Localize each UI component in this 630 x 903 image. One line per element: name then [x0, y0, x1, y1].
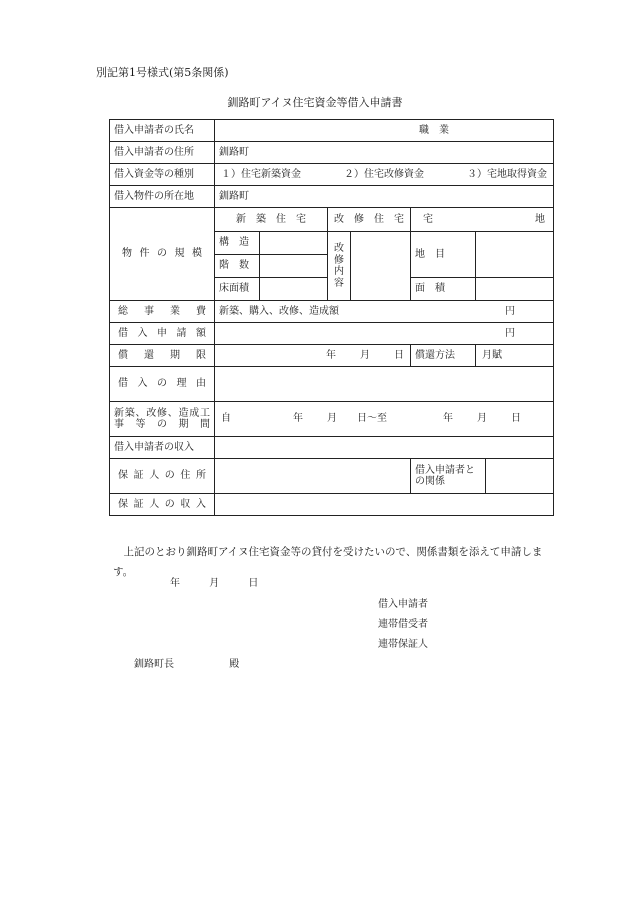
- guarantor-income-value[interactable]: [215, 494, 554, 516]
- applicant-income-label: 借入申請者の収入: [110, 437, 215, 459]
- loan-reason-label: 借入の理由: [110, 367, 215, 402]
- repayment-deadline-label: 償還期限: [110, 345, 215, 367]
- loan-type-option-land-acquisition[interactable]: ３）宅地取得資金: [467, 168, 547, 180]
- form-title: 釧路町アイヌ住宅資金等借入申請書: [227, 96, 403, 109]
- repayment-day-unit: 日: [394, 349, 404, 361]
- repayment-month-unit: 月: [360, 349, 370, 361]
- renovation-content-value[interactable]: [351, 232, 411, 301]
- table-row-total-cost: [110, 301, 554, 323]
- table-row-income: [110, 437, 554, 459]
- application-table: [109, 119, 554, 516]
- land-area-label: 面 積: [411, 278, 476, 301]
- applicant-address-label: 借入申請者の住所: [110, 142, 215, 164]
- property-location-label: 借入物件の所在地: [110, 186, 215, 208]
- total-cost-description: 新築、購入、改修、造成額: [219, 305, 339, 317]
- floors-value[interactable]: [260, 255, 328, 278]
- table-row-reason: [110, 367, 554, 402]
- declaration-text: 上記のとおり釧路町アイヌ住宅資金等の貸付を受けたいので、関係書類を添えて申請します。: [113, 546, 543, 578]
- land-header-char-1: 宅: [423, 213, 433, 225]
- signature-joint-guarantor: 連帯保証人: [378, 639, 428, 650]
- period-from-month: 月: [327, 413, 337, 425]
- repayment-year-unit: 年: [326, 349, 336, 361]
- table-row-name: [110, 120, 554, 142]
- land-header-char-2: 地: [535, 213, 545, 225]
- date-month: 月: [209, 578, 220, 589]
- loan-type-label: 借入資金等の種別: [110, 164, 215, 186]
- addressee-name: 釧路町長: [134, 659, 174, 670]
- table-row-repayment: [110, 345, 554, 367]
- form-header: 別記第1号様式(第5条関係): [96, 66, 229, 79]
- relation-value[interactable]: [486, 459, 554, 494]
- addressee-honorific: 殿: [229, 659, 240, 670]
- loan-amount-label: 借入申請額: [110, 323, 215, 345]
- loan-reason-value[interactable]: [215, 367, 554, 402]
- structure-value[interactable]: [260, 232, 328, 255]
- renovation-header: 改 修 住 宅: [328, 208, 411, 232]
- table-row-address: [110, 142, 554, 164]
- land-category-value[interactable]: [476, 232, 554, 278]
- land-area-value[interactable]: [476, 278, 554, 301]
- structure-label: 構 造: [215, 232, 260, 255]
- total-cost-label: 総事業費: [110, 301, 215, 323]
- table-row-guarantor-address: [110, 459, 554, 494]
- table-row-period: [110, 402, 554, 437]
- construction-period-value[interactable]: [215, 402, 554, 437]
- repayment-deadline-value[interactable]: [215, 345, 411, 367]
- land-category-label: 地 目: [411, 232, 476, 278]
- table-row-location: [110, 186, 554, 208]
- period-to-month: 月: [477, 413, 487, 425]
- period-from-label: 自: [221, 413, 231, 425]
- loan-type-option-renovation[interactable]: ２）住宅改修資金: [344, 168, 424, 180]
- period-to-year: 年: [443, 413, 453, 425]
- signature-applicant: 借入申請者: [378, 599, 428, 610]
- total-cost-value[interactable]: [215, 301, 554, 323]
- guarantor-address-label: 保証人の住所: [110, 459, 215, 494]
- table-row-scale-header: [110, 208, 554, 232]
- repayment-method-value[interactable]: 月賦: [476, 345, 554, 367]
- loan-amount-yen: 円: [505, 327, 515, 339]
- applicant-name-cell[interactable]: [215, 120, 554, 142]
- period-from-year: 年: [293, 413, 303, 425]
- guarantor-address-value[interactable]: [215, 459, 411, 494]
- period-to-day: 日: [511, 413, 521, 425]
- date-line: [170, 579, 258, 589]
- table-row-loan-amount: [110, 323, 554, 345]
- applicant-income-value[interactable]: [215, 437, 554, 459]
- construction-period-label: 新築、改修、造成工事等の期間: [110, 402, 215, 437]
- occupation-label: 職 業: [419, 124, 449, 136]
- signature-joint-borrower: 連帯借受者: [378, 619, 428, 630]
- date-day: 日: [248, 578, 259, 589]
- period-to-label: 日〜至: [357, 413, 387, 425]
- relation-label: 借入申請者との関係: [411, 459, 486, 494]
- addressee: [134, 660, 239, 670]
- property-scale-label: 物件の規模: [110, 208, 215, 301]
- floor-area-value[interactable]: [260, 278, 328, 301]
- applicant-address-value[interactable]: 釧路町: [215, 142, 554, 164]
- loan-type-options: [215, 164, 554, 186]
- new-construction-header: 新 築 住 宅: [215, 208, 328, 232]
- loan-type-option-new-construction[interactable]: １）住宅新築資金: [221, 168, 301, 180]
- floors-label: 階 数: [215, 255, 260, 278]
- floor-area-label: 床面積: [215, 278, 260, 301]
- property-location-value[interactable]: 釧路町: [215, 186, 554, 208]
- table-row-loan-type: [110, 164, 554, 186]
- land-header: [411, 208, 554, 232]
- repayment-method-label: 償還方法: [411, 345, 476, 367]
- table-row-guarantor-income: [110, 494, 554, 516]
- renovation-content-label: 改修内容: [328, 232, 351, 301]
- total-cost-yen: 円: [505, 305, 515, 317]
- applicant-name-label: 借入申請者の氏名: [110, 120, 215, 142]
- date-year: 年: [170, 578, 180, 589]
- loan-amount-value[interactable]: [215, 323, 554, 345]
- guarantor-income-label: 保証人の収入: [110, 494, 215, 516]
